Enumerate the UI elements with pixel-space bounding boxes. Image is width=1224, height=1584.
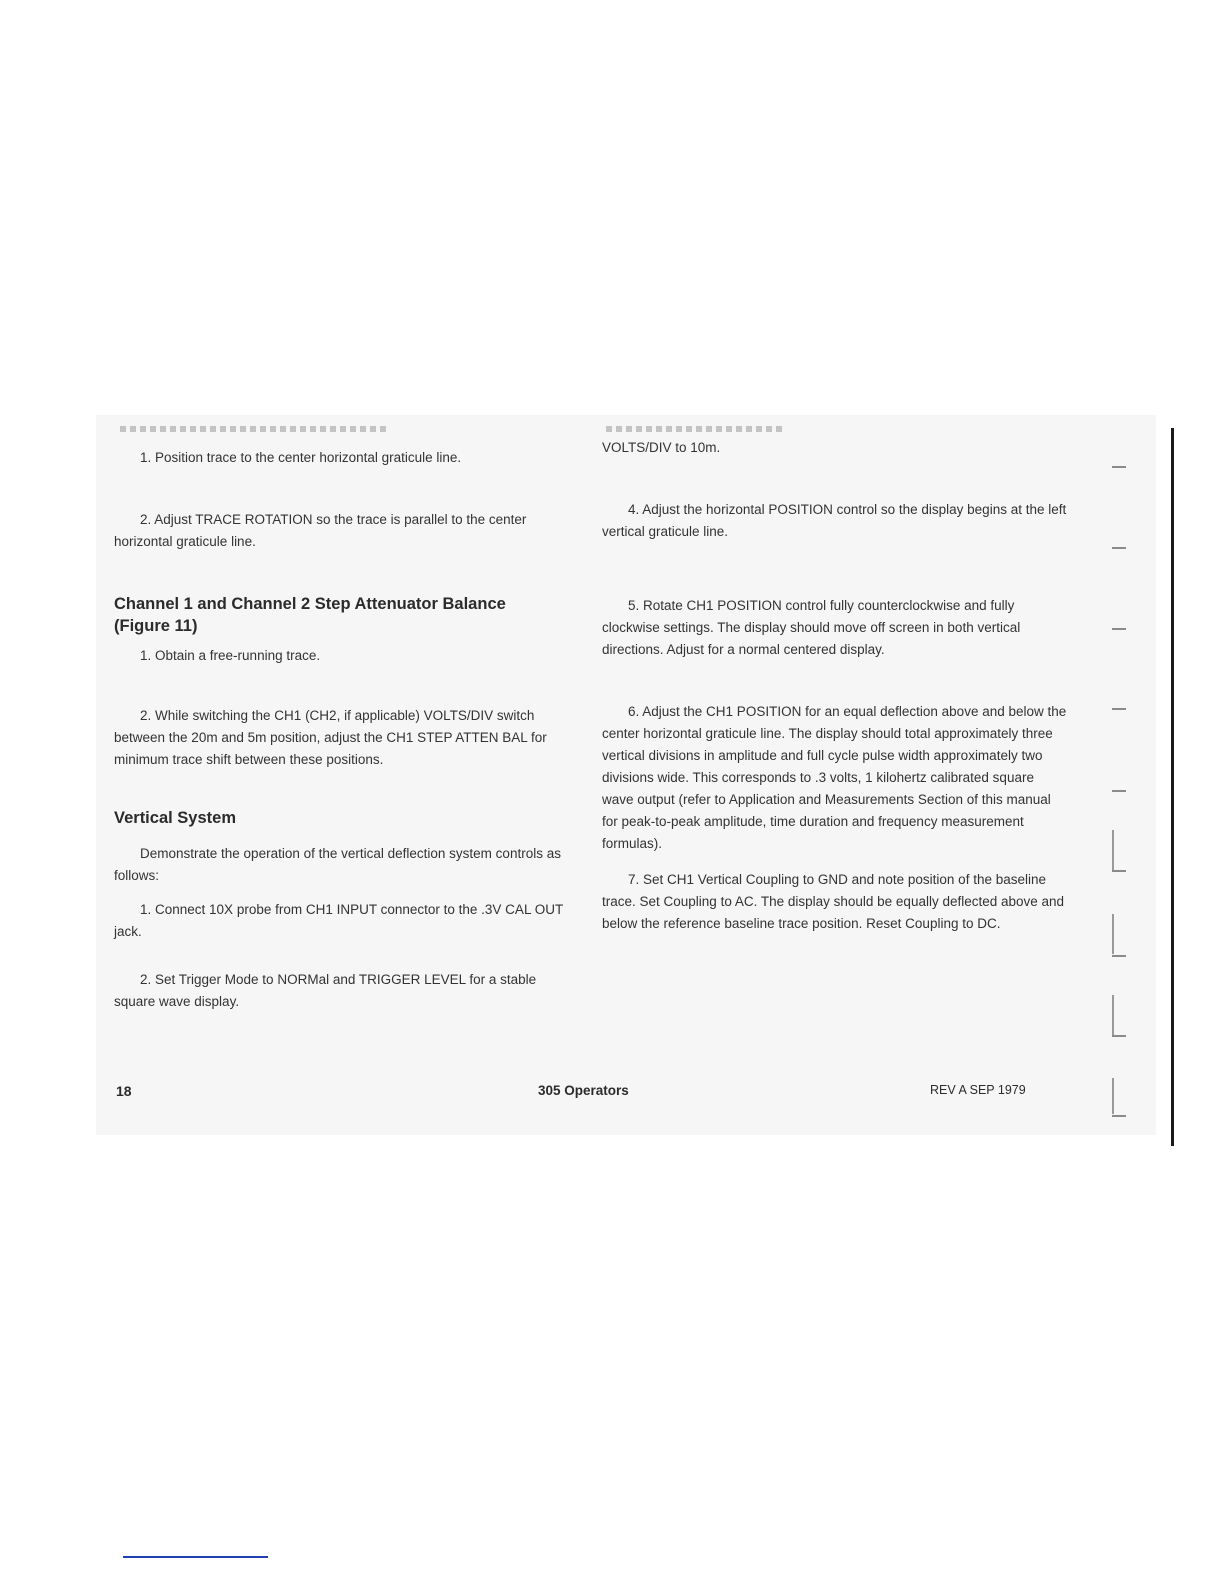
page-edge-line	[1171, 428, 1174, 1146]
paragraph: Demonstrate the operation of the vertical deflection system controls as follows:	[114, 846, 561, 883]
paragraph: 2. Adjust TRACE ROTATION so the trace is parallel to the center horizontal graticule line.	[114, 512, 527, 549]
paragraph: 6. Adjust the CH1 POSITION for an equal deflection above and below the center horizontal graticule line. The display should total approximately three vertical divisions in amplitude and full cycle pulse width approximately two divisions wide. This corresponds to .3 volts, 1 kilohertz calibrated square wave output (refer to Application and Measurements Section of this manual for peak-to-peak amplitude, time duration and frequency measurement formulas).	[602, 704, 1067, 851]
section-heading: Vertical System	[114, 809, 236, 827]
paragraph: 7. Set CH1 Vertical Coupling to GND and note position of the baseline trace. Set Coupling to AC. The display should be equally deflected above and below the reference baseline trace position. Reset Coupling to DC.	[602, 872, 1065, 931]
right-column	[602, 440, 1067, 935]
paragraph: 1. Position trace to the center horizontal graticule line.	[140, 450, 462, 465]
revision-label: REV A SEP 1979	[930, 1083, 1026, 1097]
section-heading: Channel 1 and Channel 2 Step Attenuator Balance (Figure 11)	[114, 595, 506, 635]
paragraph: 1. Connect 10X probe from CH1 INPUT connector to the .3V CAL OUT jack.	[114, 902, 563, 939]
left-column	[114, 440, 564, 1013]
footnote-rule	[123, 1556, 268, 1558]
footer-title: 305 Operators	[538, 1083, 629, 1098]
paragraph: 2. While switching the CH1 (CH2, if applicable) VOLTS/DIV switch between the 20m and 5m position, adjust the CH1 STEP ATTEN BAL for minimum trace shift between these positions.	[114, 708, 547, 767]
paragraph: VOLTS/DIV to 10m.	[602, 440, 721, 455]
paragraph: 2. Set Trigger Mode to NORMal and TRIGGER LEVEL for a stable square wave display.	[114, 972, 537, 1009]
paragraph: 4. Adjust the horizontal POSITION control so the display begins at the left vertical graticule line.	[602, 502, 1067, 539]
paragraph: 5. Rotate CH1 POSITION control fully counterclockwise and fully clockwise settings. The display should move off screen in both vertical directions. Adjust for a normal centered display.	[602, 598, 1021, 657]
paragraph: 1. Obtain a free-running trace.	[140, 648, 321, 663]
cropped-text-fragment	[606, 426, 786, 432]
page-number: 18	[116, 1083, 132, 1099]
cropped-heading-fragment	[120, 426, 390, 432]
